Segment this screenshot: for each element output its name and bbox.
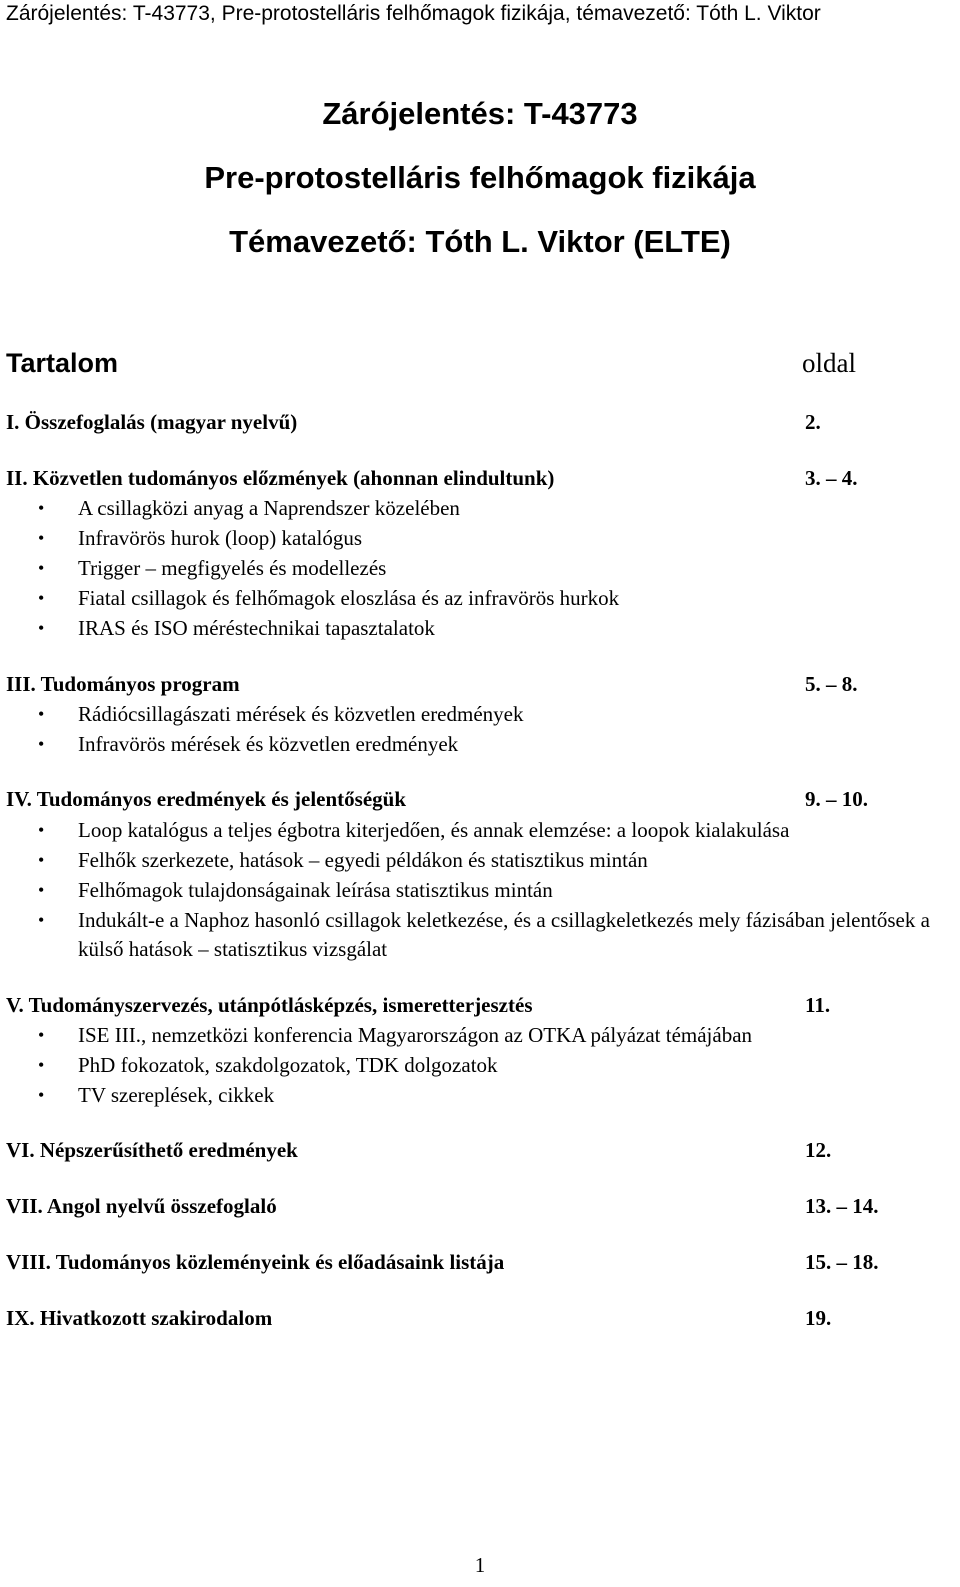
bullet-icon: • xyxy=(38,1085,45,1105)
toc-section-title: IV. Tudományos eredmények és jelentőségük xyxy=(6,787,407,811)
list-item: • Rádiócsillagászati mérések és közvetlen eredmények xyxy=(38,700,954,729)
list-item: • Indukált-e a Naphoz hasonló csillagok keletkezése, és a csillagkeletkezés mely fázisában jelentősek a külső hatások – statisztikus vizsgálat xyxy=(38,908,930,961)
bullet-icon: • xyxy=(38,618,45,638)
bullet-icon: • xyxy=(38,820,45,840)
toc-section-title: VII. Angol nyelvű összefoglaló xyxy=(6,1194,277,1218)
toc-section-pages: 5. – 8. xyxy=(805,672,858,696)
bullet-icon: • xyxy=(38,558,45,578)
list-item: • A csillagközi anyag a Naprendszer közelében xyxy=(38,494,954,523)
supervisor-line: Témavezető: Tóth L. Viktor (ELTE) xyxy=(229,224,731,259)
toc-section-title: I. Összefoglalás (magyar nyelvű) xyxy=(6,410,298,434)
bullet-icon: • xyxy=(38,1055,45,1075)
report-title: Zárójelentés: T-43773 xyxy=(322,96,638,131)
toc-section-pages: 2. xyxy=(805,410,821,434)
bullet-icon: • xyxy=(38,850,45,870)
page-number: 1 xyxy=(474,1553,486,1577)
bullet-icon: • xyxy=(38,588,45,608)
list-item: • Trigger – megfigyelés és modellezés xyxy=(38,554,954,583)
toc-section-title: III. Tudományos program xyxy=(6,672,240,696)
toc-heading: Tartalom xyxy=(6,348,119,378)
toc-section-pages: 19. xyxy=(805,1306,832,1330)
running-header: Zárójelentés: T-43773, Pre-protostelláris felhőmagok fizikája, témavezető: Tóth L. Viktor xyxy=(6,2,821,25)
toc-page-column-label: oldal xyxy=(802,348,856,378)
list-item: • Felhők szerkezete, hatások – egyedi példákon és statisztikus mintán xyxy=(38,846,954,875)
bullet-icon: • xyxy=(38,528,45,548)
bullet-icon: • xyxy=(38,704,45,724)
list-item: • Felhőmagok tulajdonságainak leírása statisztikus mintán xyxy=(38,876,954,905)
list-item: • ISE III., nemzetközi konferencia Magyarországon az OTKA pályázat témájában xyxy=(38,1021,954,1050)
list-item: • Infravörös mérések és közvetlen eredmények xyxy=(38,730,954,759)
toc-section-pages: 11. xyxy=(805,993,831,1017)
list-item: • Infravörös hurok (loop) katalógus xyxy=(38,524,954,553)
bullet-icon: • xyxy=(38,734,45,754)
bullet-icon: • xyxy=(38,498,45,518)
toc-section-title: II. Közvetlen tudományos előzmények (ahonnan elindultunk) xyxy=(6,466,555,490)
list-item: • TV szereplések, cikkek xyxy=(38,1081,954,1110)
toc-section-pages: 13. – 14. xyxy=(805,1194,879,1218)
bullet-icon: • xyxy=(38,1025,45,1045)
list-item: • IRAS és ISO méréstechnikai tapasztalatok xyxy=(38,614,954,643)
list-item: • PhD fokozatok, szakdolgozatok, TDK dolgozatok xyxy=(38,1051,954,1080)
bullet-icon: • xyxy=(38,910,45,930)
bullet-icon: • xyxy=(38,880,45,900)
report-subtitle: Pre-protostelláris felhőmagok fizikája xyxy=(204,160,756,195)
list-item: • Loop katalógus a teljes égbotra kiterjedően, és annak elemzése: a loopok kialakulása xyxy=(38,816,954,845)
list-item: • Fiatal csillagok és felhőmagok eloszlása és az infravörös hurkok xyxy=(38,584,954,613)
toc-section-pages: 9. – 10. xyxy=(805,787,868,811)
toc-section-pages: 15. – 18. xyxy=(805,1250,879,1274)
toc-section-title: V. Tudományszervezés, utánpótlásképzés, ismeretterjesztés xyxy=(6,993,533,1017)
toc-section-title: VIII. Tudományos közleményeink és előadásaink listája xyxy=(6,1250,505,1274)
toc-section-title: IX. Hivatkozott szakirodalom xyxy=(6,1306,273,1330)
toc-section-pages: 3. – 4. xyxy=(805,466,858,490)
toc-section-title: VI. Népszerűsíthető eredmények xyxy=(6,1138,298,1162)
toc-section-pages: 12. xyxy=(805,1138,832,1162)
